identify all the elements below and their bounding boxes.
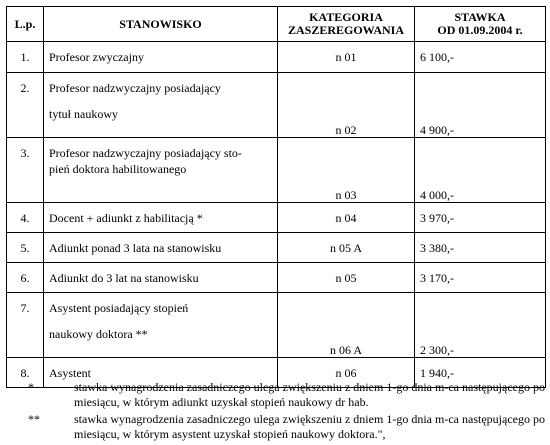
table-header-row [7,7,546,42]
document-page [6,6,545,441]
row-lp: 4. [7,203,44,233]
header-lp: L.p. [7,7,44,42]
row-rate: 6 100,- [415,42,546,73]
row-lp: 2. [7,73,44,138]
row-position-line: Profesor nadzwyczajny posiadający [49,81,221,95]
row-lp: 1. [7,42,44,73]
header-category-line2: ZASZEREGOWANIA [287,23,405,37]
row-position-line: Asystent posiadający stopień [49,301,189,315]
row-rate: 3 170,- [415,263,546,293]
footnote [6,412,545,442]
row-rate: 1 940,- [415,358,546,388]
row-position-line: naukowy doktora ** [49,327,148,341]
row-category: n 05 [278,263,415,293]
row-lp: 5. [7,233,44,263]
row-rate: 3 970,- [415,203,546,233]
footnote-text: stawka wynagrodzenia zasadniczego ulega zwiększeniu z dniem 1-go dnia m-ca następującego po miesiącu, w którym asystent uzyskał stopień naukowy doktora.", [74,412,545,441]
header-rate-line1: STAWKA [454,10,506,24]
header-category-line1: KATEGORIA [309,10,383,24]
table-row [7,73,546,138]
row-position: Profesor zwyczajny [44,42,278,73]
row-position-line: Profesor nadzwyczajny posiadający sto- [49,146,242,160]
row-position [44,138,278,203]
row-category: n 06 [278,358,415,388]
row-position [44,293,278,358]
row-rate: 4 900,- [415,73,546,138]
row-rate: 3 380,- [415,233,546,263]
footnotes [6,380,545,444]
row-lp: 3. [7,138,44,203]
row-lp: 7. [7,293,44,358]
header-rate [415,7,546,42]
row-category: n 01 [278,42,415,73]
header-position: STANOWISKO [44,7,278,42]
row-rate: 2 300,- [415,293,546,358]
row-position [44,73,278,138]
row-category: n 06 A [278,293,415,358]
row-position: Adiunkt ponad 3 lata na stanowisku [44,233,278,263]
row-position-line: tytuł naukowy [49,107,118,121]
footnote-mark: ** [28,412,40,426]
row-lp: 6. [7,263,44,293]
salary-table [6,6,546,388]
footnote [6,380,545,410]
row-position: Adiunkt do 3 lat na stanowisku [44,263,278,293]
row-category: n 03 [278,138,415,203]
row-position: Docent + adiunkt z habilitacją * [44,203,278,233]
row-category: n 05 A [278,233,415,263]
row-category: n 02 [278,73,415,138]
table-row [7,263,546,293]
footnote-mark: * [28,380,34,394]
header-category [278,7,415,42]
row-category: n 04 [278,203,415,233]
header-rate-line2: OD 01.09.2004 r. [437,23,523,37]
table-row [7,138,546,203]
row-position: Asystent [44,358,278,388]
table-row [7,203,546,233]
row-position-line: pień doktora habilitowanego [49,162,187,176]
row-rate: 4 000,- [415,138,546,203]
table-row [7,42,546,73]
table-row [7,293,546,358]
footnote-text: stawka wynagrodzenia zasadniczego ulega zwiększeniu z dniem 1-go dnia m-ca następującego po miesiącu, w którym adiunkt uzyskał stopień naukowy dr hab. [74,380,545,409]
table-row [7,233,546,263]
row-lp: 8. [7,358,44,388]
